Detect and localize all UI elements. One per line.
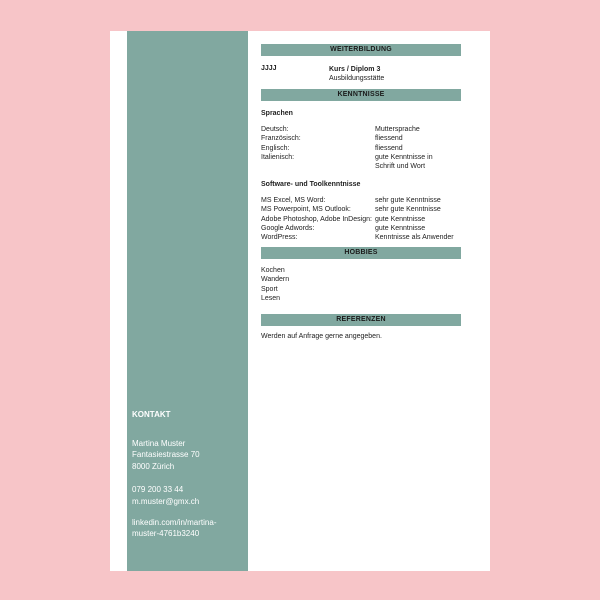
language-row — [261, 134, 461, 143]
weiterbildung-year: JJJJ — [261, 65, 277, 72]
main-column — [261, 44, 461, 340]
referenzen-text: Werden auf Anfrage gerne angegeben. — [261, 332, 382, 340]
language-row — [261, 125, 461, 134]
software-name: Adobe Photoshop, Adobe InDesign: — [261, 215, 372, 223]
language-level-continued: Schrift und Wort — [375, 163, 426, 171]
contact-section — [132, 409, 244, 540]
hobbies-list — [261, 266, 461, 304]
software-name: Google Adwords: — [261, 225, 315, 233]
contact-linkedin-line-2: muster-4761b3240 — [132, 529, 200, 539]
languages-list — [261, 125, 461, 172]
software-level: gute Kenntnisse — [375, 215, 426, 223]
weiterbildung-course: Kurs / Diplom 3 — [329, 66, 381, 73]
software-row — [261, 233, 461, 242]
software-name: MS Powerpoint, MS Outlook: — [261, 206, 351, 214]
contact-title: KONTAKT — [132, 410, 171, 419]
hobby-item: Lesen — [261, 295, 281, 303]
weiterbildung-heading: WEITERBILDUNG — [261, 44, 461, 56]
language-row — [261, 153, 461, 172]
language-name: Italienisch: — [261, 154, 295, 162]
weiterbildung-institution: Ausbildungsstätte — [329, 75, 385, 83]
software-row — [261, 215, 461, 224]
weiterbildung-entry — [261, 65, 461, 84]
language-level: gute Kenntnisse in — [375, 154, 433, 162]
hobby-item: Wandern — [261, 276, 290, 284]
language-name: Deutsch: — [261, 125, 289, 133]
software-name: MS Excel, MS Word: — [261, 196, 326, 204]
language-name: Englisch: — [261, 144, 290, 152]
software-level: sehr gute Kenntnisse — [375, 196, 441, 204]
referenzen-heading: REFERENZEN — [261, 314, 461, 326]
contact-name: Martina Muster — [132, 438, 186, 448]
software-row — [261, 224, 461, 233]
contact-city: 8000 Zürich — [132, 461, 175, 471]
software-list — [261, 196, 461, 243]
hobbies-heading: HOBBIES — [261, 247, 461, 259]
contact-phone: 079 200 33 44 — [132, 485, 184, 495]
kenntnisse-heading: KENNTNISSE — [261, 89, 461, 101]
software-title: Software- und Toolkenntnisse — [261, 180, 361, 188]
software-row — [261, 196, 461, 205]
software-row — [261, 205, 461, 214]
language-level: fliessend — [375, 135, 403, 143]
language-name: Französisch: — [261, 135, 301, 143]
language-level: Muttersprache — [375, 125, 420, 133]
language-row — [261, 144, 461, 153]
software-level: sehr gute Kenntnisse — [375, 206, 441, 214]
contact-street: Fantasiestrasse 70 — [132, 450, 200, 460]
hobby-item: Kochen — [261, 266, 285, 274]
software-name: WordPress: — [261, 234, 298, 242]
hobby-item: Sport — [261, 285, 278, 293]
software-level: gute Kenntnisse — [375, 225, 426, 233]
languages-title: Sprachen — [261, 109, 293, 117]
sidebar — [127, 31, 248, 571]
contact-linkedin-line-1: linkedin.com/in/martina- — [132, 517, 217, 527]
software-level: Kenntnisse als Anwender — [375, 234, 454, 242]
resume-page — [110, 31, 490, 571]
language-level: fliessend — [375, 144, 403, 152]
contact-email: m.muster@gmx.ch — [132, 496, 200, 506]
